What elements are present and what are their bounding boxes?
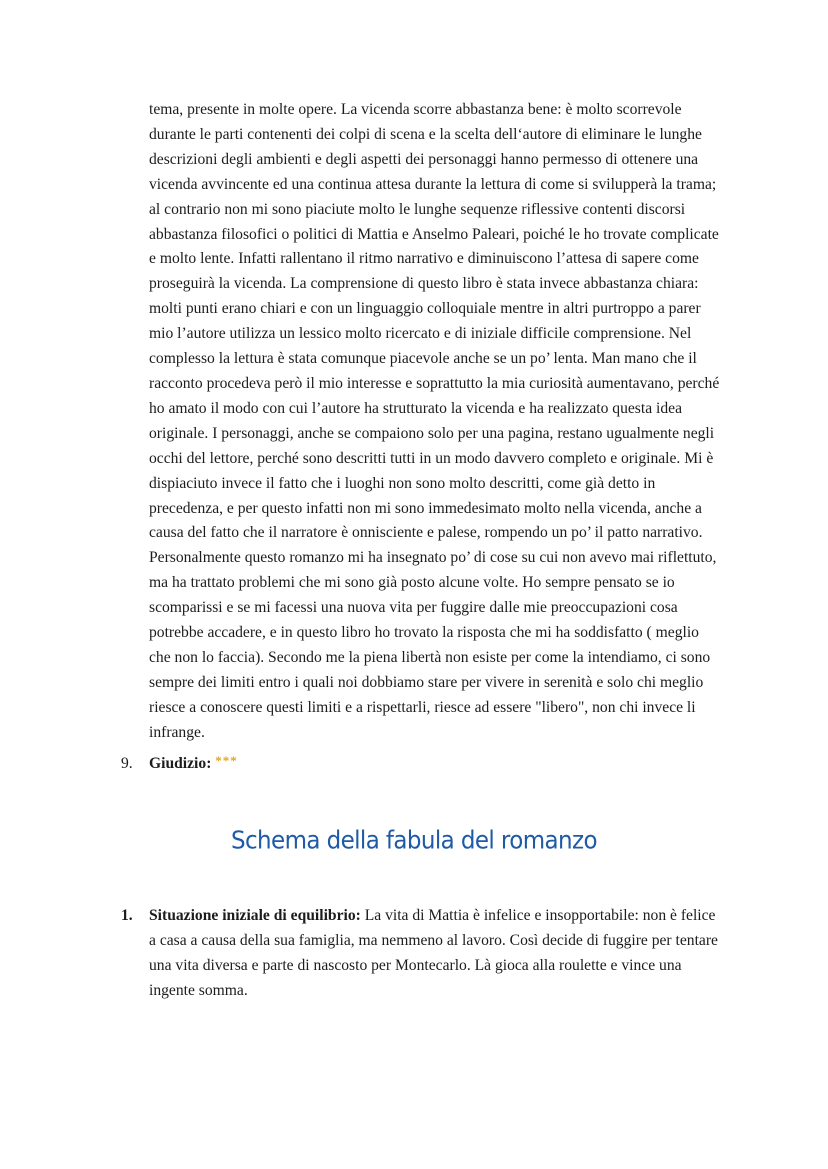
text-line xyxy=(149,903,761,928)
text-line: riesce a conoscere questi limiti e a rispettarli, riesce ad essere "libero", non chi invece li xyxy=(149,698,696,716)
text-line: molti punti erano chiari e con un linguaggio colloquiale mentre in altri purtroppo a parer xyxy=(149,300,701,318)
text-line: ho amato il modo con cui l’autore ha strutturato la vicenda e ha realizzato questa idea xyxy=(149,399,683,417)
text-line: sempre dei limiti entro i quali noi dobbiamo stare per vivere in serenità e solo chi meglio xyxy=(149,673,704,691)
list-item-situazione-iniziale xyxy=(121,903,761,1003)
text-line: vicenda avvincente ed una continua attesa durante la lettura di come si svilupperà la trama; xyxy=(149,175,717,193)
text-line: causa del fatto che il narratore è onnisciente e palese, rompendo un po’ il patto narrativo. xyxy=(149,524,703,542)
text-line: infrange. xyxy=(149,723,205,741)
review-paragraph xyxy=(149,98,749,746)
text-line: abbastanza filosofici o politici di Mattia e Anselmo Paleari, poiché le ho trovate complicate xyxy=(149,225,719,243)
text-line: proseguirà la vicenda. La comprensione di questo libro è stata invece abbastanza chiara: xyxy=(149,275,699,293)
text-line: descrizioni degli ambienti e degli aspetti dei personaggi hanno permesso di ottenere una xyxy=(149,150,699,168)
list-number: 1. xyxy=(121,907,133,924)
text-line: originale. I personaggi, anche se compaiono solo per una pagina, restano ugualmente negli xyxy=(149,424,715,442)
list-item-body xyxy=(149,903,761,1003)
list-number: 9. xyxy=(121,755,133,772)
text-line: potrebbe accadere, e in questo libro ho trovato la risposta che mi ha soddisfatto ( meglio xyxy=(149,624,699,642)
text-line: dispiaciuto invece il fatto che i luoghi non sono molto descritti, come già detto in xyxy=(149,474,656,492)
text-line: precedenza, e per questo infatti non mi sono immedesimato molto nella vicenda, anche a xyxy=(149,499,702,517)
text-line: ingente somma. xyxy=(149,982,248,999)
list-item-giudizio xyxy=(121,749,238,777)
text-line: complesso la lettura è stata comunque piacevole anche se un po’ lenta. Man mano che il xyxy=(149,350,697,368)
rating-stars: *** xyxy=(215,753,238,768)
section-title: Schema della fabula del romanzo xyxy=(231,826,597,856)
text-line: mio l’autore utilizza un lessico molto ricercato e di iniziale difficile comprensione. Nel xyxy=(149,325,692,343)
text-line: al contrario non mi sono piaciute molto le lunghe sequenze riflessive contenti discorsi xyxy=(149,200,686,218)
text-line: una vita diversa e parte di nascosto per Montecarlo. Là gioca alla roulette e vince una xyxy=(149,957,682,974)
item-label: Situazione iniziale di equilibrio: xyxy=(149,907,361,924)
text-line: a casa a causa della sua famiglia, ma nemmeno al lavoro. Così decide di fuggire per tentare xyxy=(149,932,718,949)
text-line: e molto lente. Infatti rallentano il ritmo narrativo e diminuiscono l’attesa di sapere come xyxy=(149,250,699,268)
text-line: tema, presente in molte opere. La vicenda scorre abbastanza bene: è molto scorrevole xyxy=(149,101,682,118)
text-line: che non lo faccia). Secondo me la piena libertà non esiste per come la intendiamo, ci sono xyxy=(149,648,711,666)
text-line: occhi del lettore, perché sono descritti tutti in un modo davvero completo e originale. Mi è xyxy=(149,449,714,467)
text-line: racconto procedeva però il mio interesse e soprattutto la mia curiosità aumentavano, perché xyxy=(149,374,720,392)
text-line: ma ha trattato problemi che mi sono già posto alcune volte. Ho sempre pensato se io xyxy=(149,574,675,592)
item-text: La vita di Mattia è infelice e insopportabile: non è felice xyxy=(360,907,716,924)
text-line: scomparissi e se mi facessi una nuova vita per fuggire dalle mie preoccupazioni cosa xyxy=(149,599,678,617)
item-label: Giudizio: xyxy=(149,755,212,772)
text-line: Personalmente questo romanzo mi ha insegnato po’ di cose su cui non avevo mai riflettuto, xyxy=(149,549,717,567)
text-line: durante le parti contenenti dei colpi di scena e la scelta dell‘autore di eliminare le lunghe xyxy=(149,125,702,143)
